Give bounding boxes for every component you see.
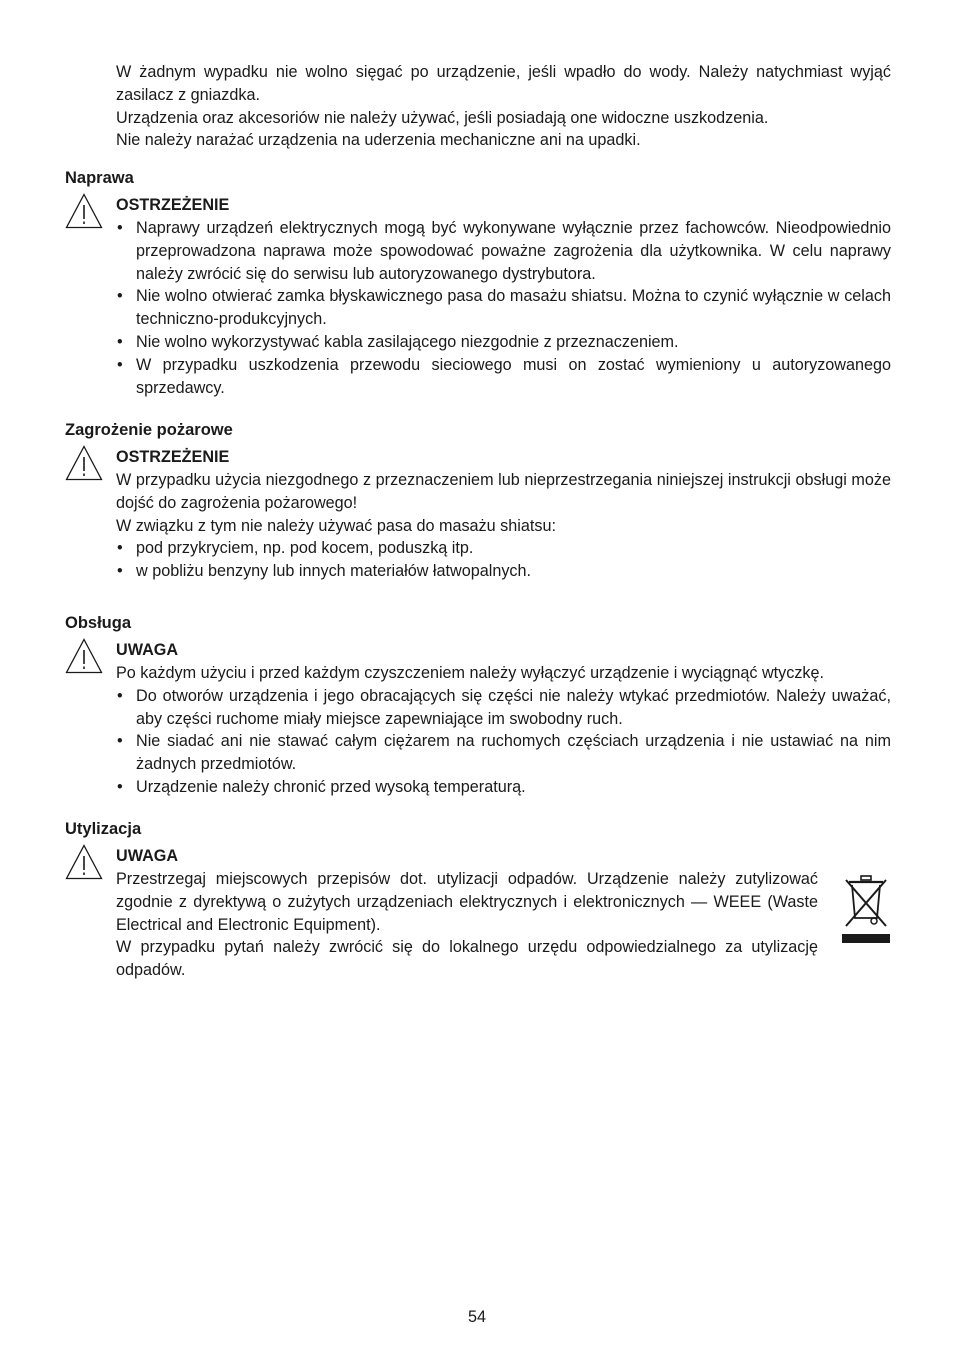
caution-block	[65, 638, 891, 799]
list-item: • Urządzenie należy chronić przed wysoką temperaturą.	[116, 776, 891, 799]
warning-block	[65, 193, 891, 399]
disposal-followup: W przypadku pytań należy zwrócić się do lokalnego urzędu odpowiedzialnego za utylizację odpadów.	[116, 938, 818, 980]
section-heading: Obsługa	[65, 614, 132, 632]
caution-label: UWAGA	[116, 641, 179, 659]
section-repair	[65, 167, 891, 399]
bullet-list	[116, 685, 891, 799]
list-item: • w pobliżu benzyny lub innych materiałów łatwopalnych.	[116, 560, 891, 583]
crossed-out-wheeled-bin-icon	[841, 873, 891, 945]
page-number: 54	[467, 1308, 486, 1326]
intro-paragraph: Nie należy narażać urządzenia na uderzenia mechaniczne ani na upadki.	[116, 131, 641, 150]
list-item: • pod przykryciem, np. pod kocem, poduszką itp.	[116, 537, 891, 560]
warning-triangle-icon	[65, 193, 103, 229]
caution-block	[65, 844, 891, 982]
intro-paragraph: W żadnym wypadku nie wolno sięgać po urządzenie, jeśli wpadło do wody. Należy natychmiast wyjąć zasilacz z gniazdka.	[116, 63, 891, 104]
warning-block	[65, 445, 891, 537]
list-item: • Nie siadać ani nie stawać całym ciężarem na ruchomych częściach urządzenia i nie ustawiać na nim żadnych przedmiotów.	[116, 730, 891, 776]
disposal-text: Przestrzegaj miejscowych przepisów dot. utylizacji odpadów. Urządzenie należy zutylizować zgodnie z dyrektywą o zużytych urządzeniach elektrycznych i elektronicznych — WEEE (Waste Electrical and Electronic Equipment).	[116, 870, 818, 934]
section-disposal	[65, 818, 891, 982]
warning-triangle-icon	[65, 844, 103, 880]
section-heading: Zagrożenie pożarowe	[65, 421, 233, 439]
warning-label: OSTRZEŻENIE	[116, 196, 230, 214]
caution-text: Po każdym użyciu i przed każdym czyszczeniem należy wyłączyć urządzenie i wyciągnąć wtyczkę.	[116, 664, 825, 682]
list-item: • W przypadku uszkodzenia przewodu sieciowego musi on zostać wymieniony u autoryzowanego sprzedawcy.	[116, 354, 891, 400]
section-operation	[65, 612, 891, 799]
list-item: • Nie wolno wykorzystywać kabla zasilającego niezgodnie z przeznaczeniem.	[116, 331, 891, 354]
list-item: • Naprawy urządzeń elektrycznych mogą być wykonywane wyłącznie przez fachowców. Nieodpowiednio przeprowadzona naprawa może spowodować poważne zagrożenia dla użytkownika. W celu naprawy należy zwrócić się do serwisu lub autoryzowanego dystrybutora.	[116, 217, 891, 285]
warning-triangle-icon	[65, 638, 103, 674]
intro-paragraph: Urządzenia oraz akcesoriów nie należy używać, jeśli posiadają one widoczne uszkodzenia.	[116, 108, 769, 127]
lead-text: W związku z tym nie należy używać pasa do masażu shiatsu:	[116, 516, 556, 535]
list-item: • Nie wolno otwierać zamka błyskawicznego pasa do masażu shiatsu. Można to czynić wyłącznie w celach techniczno-produkcyjnych.	[116, 285, 891, 331]
bullet-list	[116, 537, 891, 583]
warning-text: W przypadku użycia niezgodnego z przeznaczeniem lub nieprzestrzegania niniejszej instrukcji obsługi może dojść do zagrożenia pożarowego!	[116, 471, 891, 512]
warning-label: OSTRZEŻENIE	[116, 448, 230, 466]
section-fire-hazard	[65, 419, 891, 583]
section-heading: Utylizacja	[65, 820, 142, 838]
caution-label: UWAGA	[116, 847, 179, 865]
warning-triangle-icon	[65, 445, 103, 481]
list-item: • Do otworów urządzenia i jego obracających się części nie należy wtykać przedmiotów. Należy uważać, aby części ruchome miały miejsce zapewniające im swobodny ruch.	[116, 685, 891, 731]
section-heading: Naprawa	[65, 169, 134, 187]
intro-text	[116, 61, 891, 152]
bullet-list	[116, 217, 891, 399]
